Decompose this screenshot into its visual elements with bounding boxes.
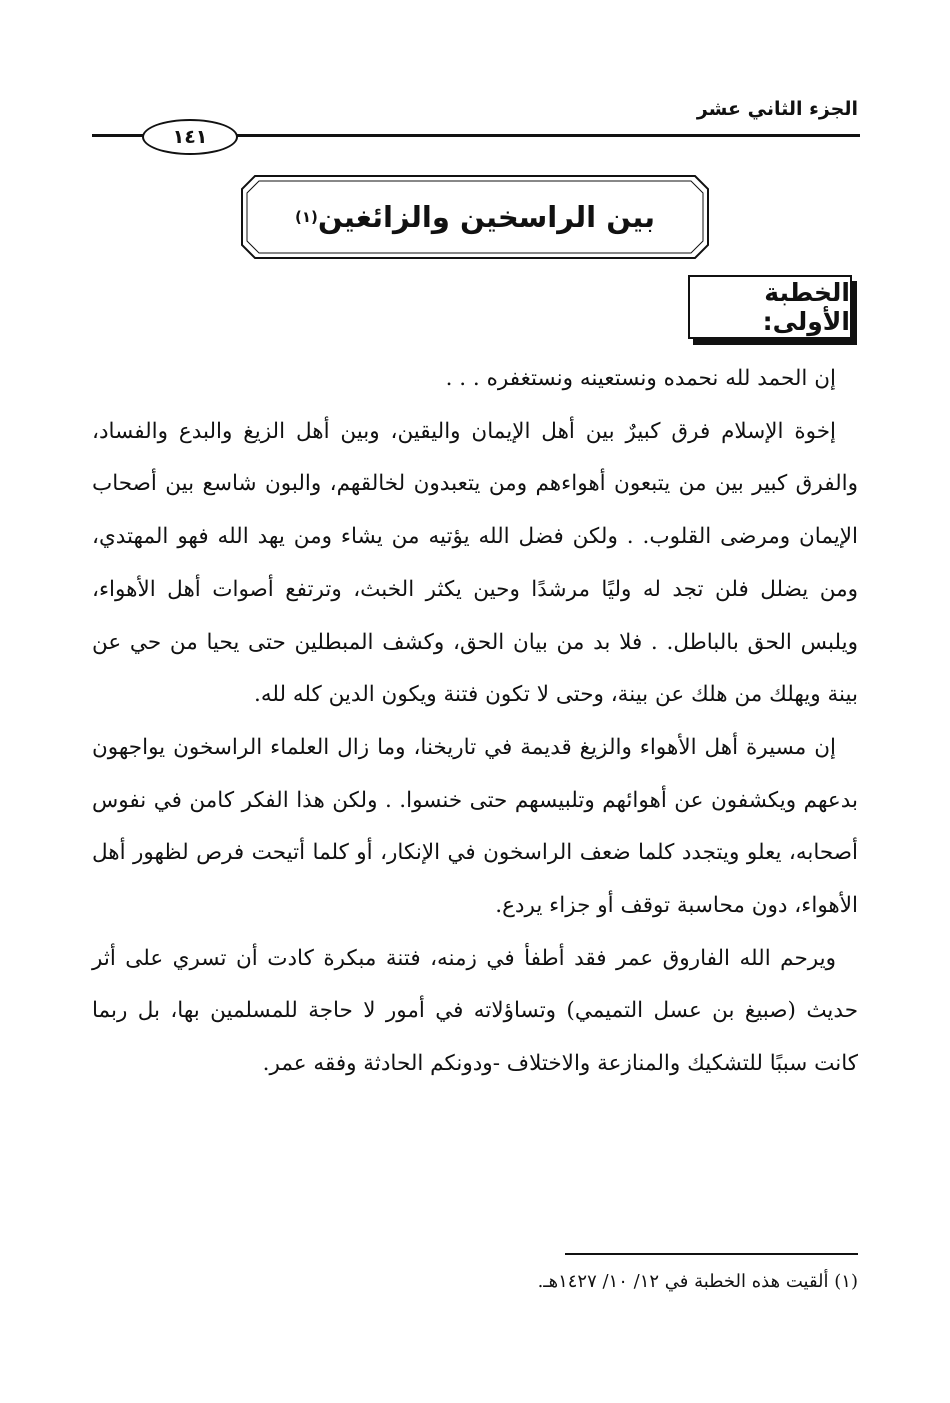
paragraph: إخوة الإسلام فرق كبيرٌ بين أهل الإيمان واليقين، وبين أهل الزيغ والبدع والفساد، والفرق كبير بين من يتبعون أهواءهم ومن يتعبدون لخالقهم، والبون شاسع بين أصحاب الإيمان ومرضى القلوب. . ولكن فضل الله يؤتيه من يشاء ومن يهد الله فهو المهتدي، ومن يضلل فلن تجد له وليًا مرشدًا وحين يكثر الخبث، وترتفع أصوات أهل الأهواء، ويلبس الحق بالباطل. . فلا بد من بيان الحق، وكشف المبطلين حتى يحيا من حي عن بينة ويهلك من هلك عن بينة، وحتى لا تكون فتنة ويكون الدين كله لله. <box>92 418 858 708</box>
paragraph: إن الحمد لله نحمده ونستعينه ونستغفره . . . <box>445 366 836 391</box>
section-heading: الخطبة الأولى: <box>688 275 852 339</box>
page-number: ١٤١ <box>142 119 238 155</box>
footnote-rule <box>565 1253 858 1255</box>
running-header: الجزء الثاني عشر <box>696 98 858 120</box>
title-footnote-mark: (١) <box>294 208 318 226</box>
title-text: بين الراسخين والزائغين <box>317 200 656 234</box>
body-text <box>92 353 858 1091</box>
page-title <box>241 175 709 259</box>
paragraph: ويرحم الله الفاروق عمر فقد أطفأ في زمنه، فتنة مبكرة كادت أن تسري على أثر حديث (صبيغ بن عسل التميمي) وتساؤلاته في أمور لا حاجة للمسلمين بها، بل ربما كانت سببًا للتشكيك والمنازعة والاختلاف -ودونكم الحادثة وفقه عمر. <box>92 945 858 1077</box>
footnote: (١) ألقيت هذه الخطبة في ١٢/ ١٠/ ١٤٢٧هـ. <box>537 1271 858 1292</box>
title-frame <box>241 175 709 259</box>
paragraph: إن مسيرة أهل الأهواء والزيغ قديمة في تاريخنا، وما زال العلماء الراسخون يواجهون بدعهم ويكشفون عن أهوائهم وتلبيسهم حتى خنسوا. . ولكن هذا الفكر كامن في نفوس أصحابه، يعلو ويتجدد كلما ضعف الراسخون في الإنكار، أو كلما أتيحت فرص لظهور أهل الأهواء، دون محاسبة توقف أو جزاء يردع. <box>92 734 858 919</box>
